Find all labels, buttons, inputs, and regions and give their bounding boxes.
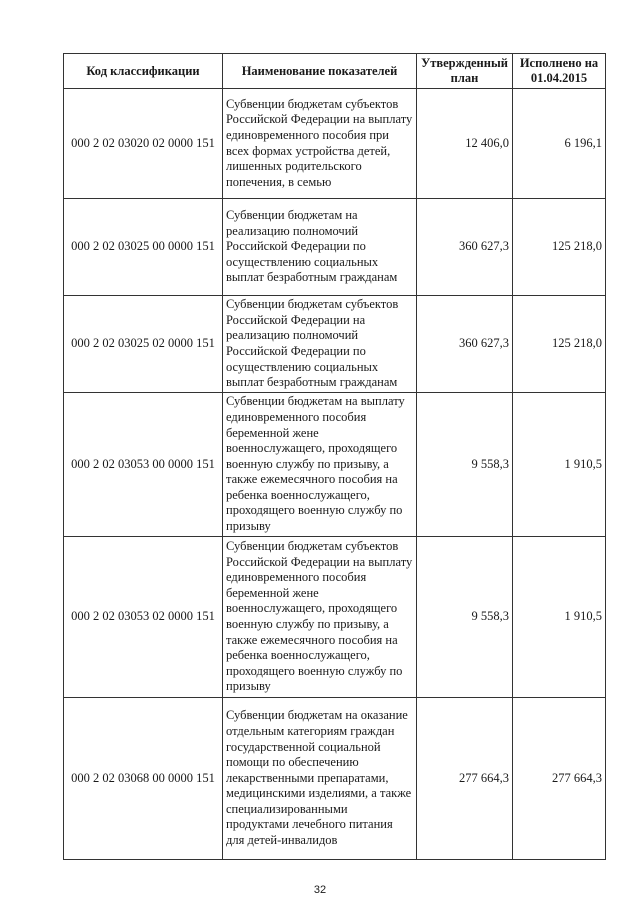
table-row	[64, 199, 606, 296]
row-plan: 360 627,3	[417, 296, 513, 393]
row-name: Субвенции бюджетам на выплату единовременного пособия беременной жене военнослужащего, проходящего военную службу по призыву, а также ежемесячного пособия на ребенка военнослужащего, проходящего военную службу по призыву	[223, 393, 417, 537]
row-plan: 9 558,3	[417, 537, 513, 698]
row-plan: 9 558,3	[417, 393, 513, 537]
table-row	[64, 537, 606, 698]
table-row	[64, 698, 606, 860]
row-name: Субвенции бюджетам субъектов Российской Федерации на реализацию полномочий Российской Федерации по осуществлению социальных выплат безработным гражданам	[223, 296, 417, 393]
row-plan: 277 664,3	[417, 698, 513, 860]
row-code: 000 2 02 03020 02 0000 151	[64, 89, 223, 199]
header-name: Наименование показателей	[223, 54, 417, 89]
row-done: 277 664,3	[513, 698, 606, 860]
page-number: 32	[313, 884, 327, 896]
row-code: 000 2 02 03025 00 0000 151	[64, 199, 223, 296]
row-done: 1 910,5	[513, 393, 606, 537]
header-plan: Утвержденный план	[417, 54, 513, 89]
row-name: Субвенции бюджетам на реализацию полномочий Российской Федерации по осуществлению социальных выплат безработным гражданам	[223, 199, 417, 296]
table-row	[64, 296, 606, 393]
header-code: Код классификации	[64, 54, 223, 89]
row-name: Субвенции бюджетам на оказание отдельным категориям граждан государственной социальной помощи по обеспечению лекарственными препаратами, медицинскими изделиями, а также специализированными продуктами лечебного питания для детей-инвалидов	[223, 698, 417, 860]
row-plan: 12 406,0	[417, 89, 513, 199]
row-done: 1 910,5	[513, 537, 606, 698]
row-plan: 360 627,3	[417, 199, 513, 296]
row-code: 000 2 02 03053 00 0000 151	[64, 393, 223, 537]
row-name: Субвенции бюджетам субъектов Российской Федерации на выплату единовременного пособия при всех формах устройства детей, лишенных родительского попечения, в семью	[223, 89, 417, 199]
row-code: 000 2 02 03025 02 0000 151	[64, 296, 223, 393]
table-row	[64, 393, 606, 537]
budget-table	[63, 53, 606, 860]
header-done: Исполнено на 01.04.2015	[513, 54, 606, 89]
row-done: 125 218,0	[513, 296, 606, 393]
table-row	[64, 89, 606, 199]
table-header-row	[64, 54, 606, 89]
row-name: Субвенции бюджетам субъектов Российской Федерации на выплату единовременного пособия беременной жене военнослужащего, проходящего военную службу по призыву, а также ежемесячного пособия на ребенка военнослужащего, проходящего военную службу по призыву	[223, 537, 417, 698]
row-code: 000 2 02 03053 02 0000 151	[64, 537, 223, 698]
row-done: 125 218,0	[513, 199, 606, 296]
row-done: 6 196,1	[513, 89, 606, 199]
row-code: 000 2 02 03068 00 0000 151	[64, 698, 223, 860]
